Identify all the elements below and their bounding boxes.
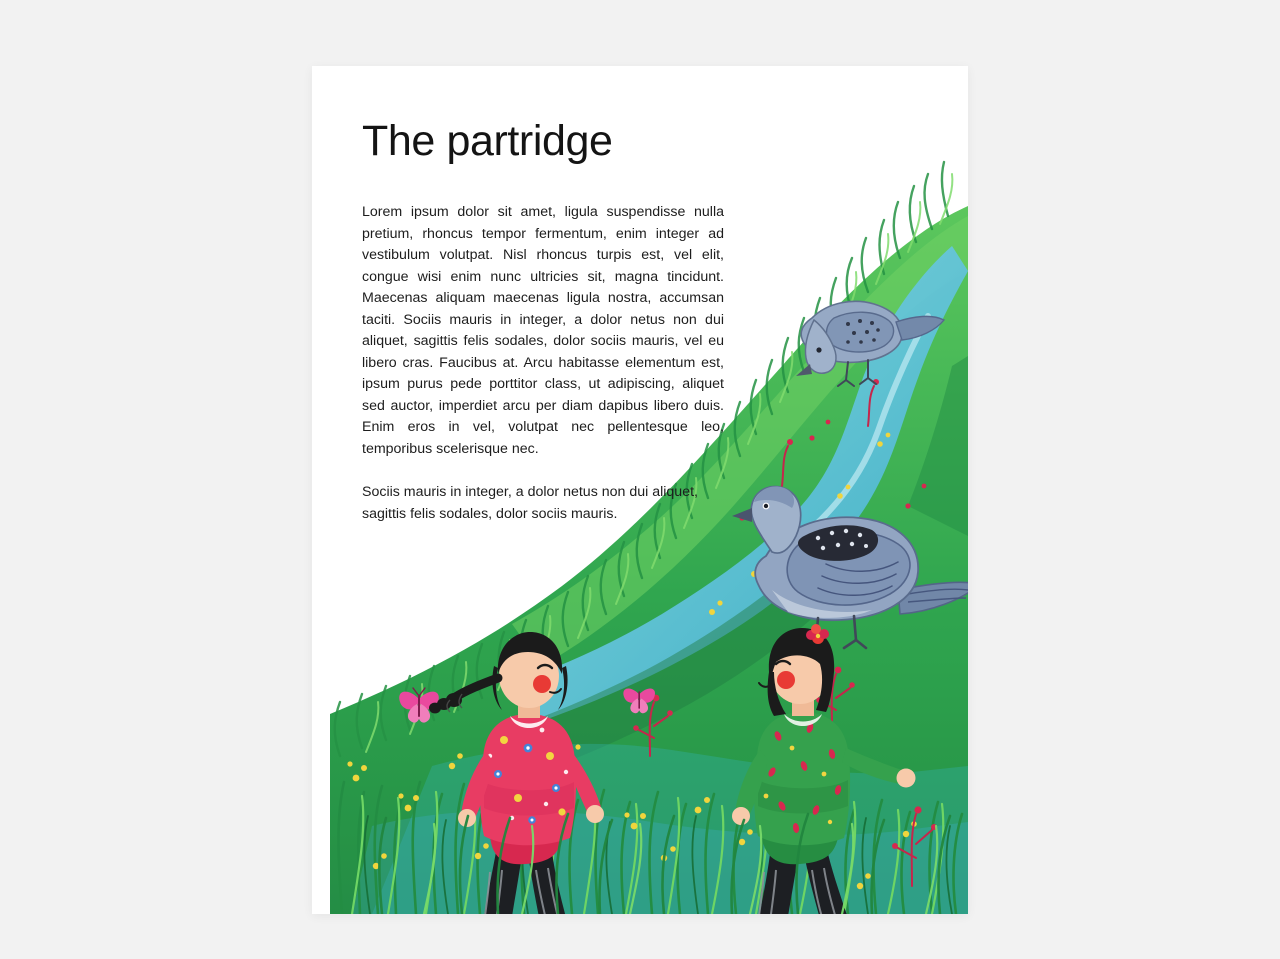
page-title: The partridge	[362, 117, 613, 165]
article-text-column	[362, 119, 724, 525]
body-paragraph-1: Lorem ipsum dolor sit amet, ligula suspendisse nulla pretium, rhoncus tempor fermentum, enim integer ad vestibulum volutpat. Nisl rhoncus turpis est, vel elit, congue wisi enim nunc ultricies sit, magna tincidunt. Maecenas aliquam maecenas ligula nostra, accumsan taciti. Sociis mauris in integer, a dolor netus non dui aliquet, sagittis felis sodales, dolor sociis mauris, vel eu libero cras. Faucibus at. Arcu habitasse elementum est, ipsum purus pede porttitor class, ut adipiscing, aliquet sed auctor, imperdiet arcu per diam dapibus libero duis. Enim eros in vel, volutpat nec pellentesque leo, temporibus scelerisque nec.	[362, 204, 724, 457]
body-paragraph-2: Sociis mauris in integer, a dolor netus non dui aliquet, sagittis felis sodales, dolor sociis mauris.	[362, 484, 698, 522]
document-page	[312, 66, 968, 914]
